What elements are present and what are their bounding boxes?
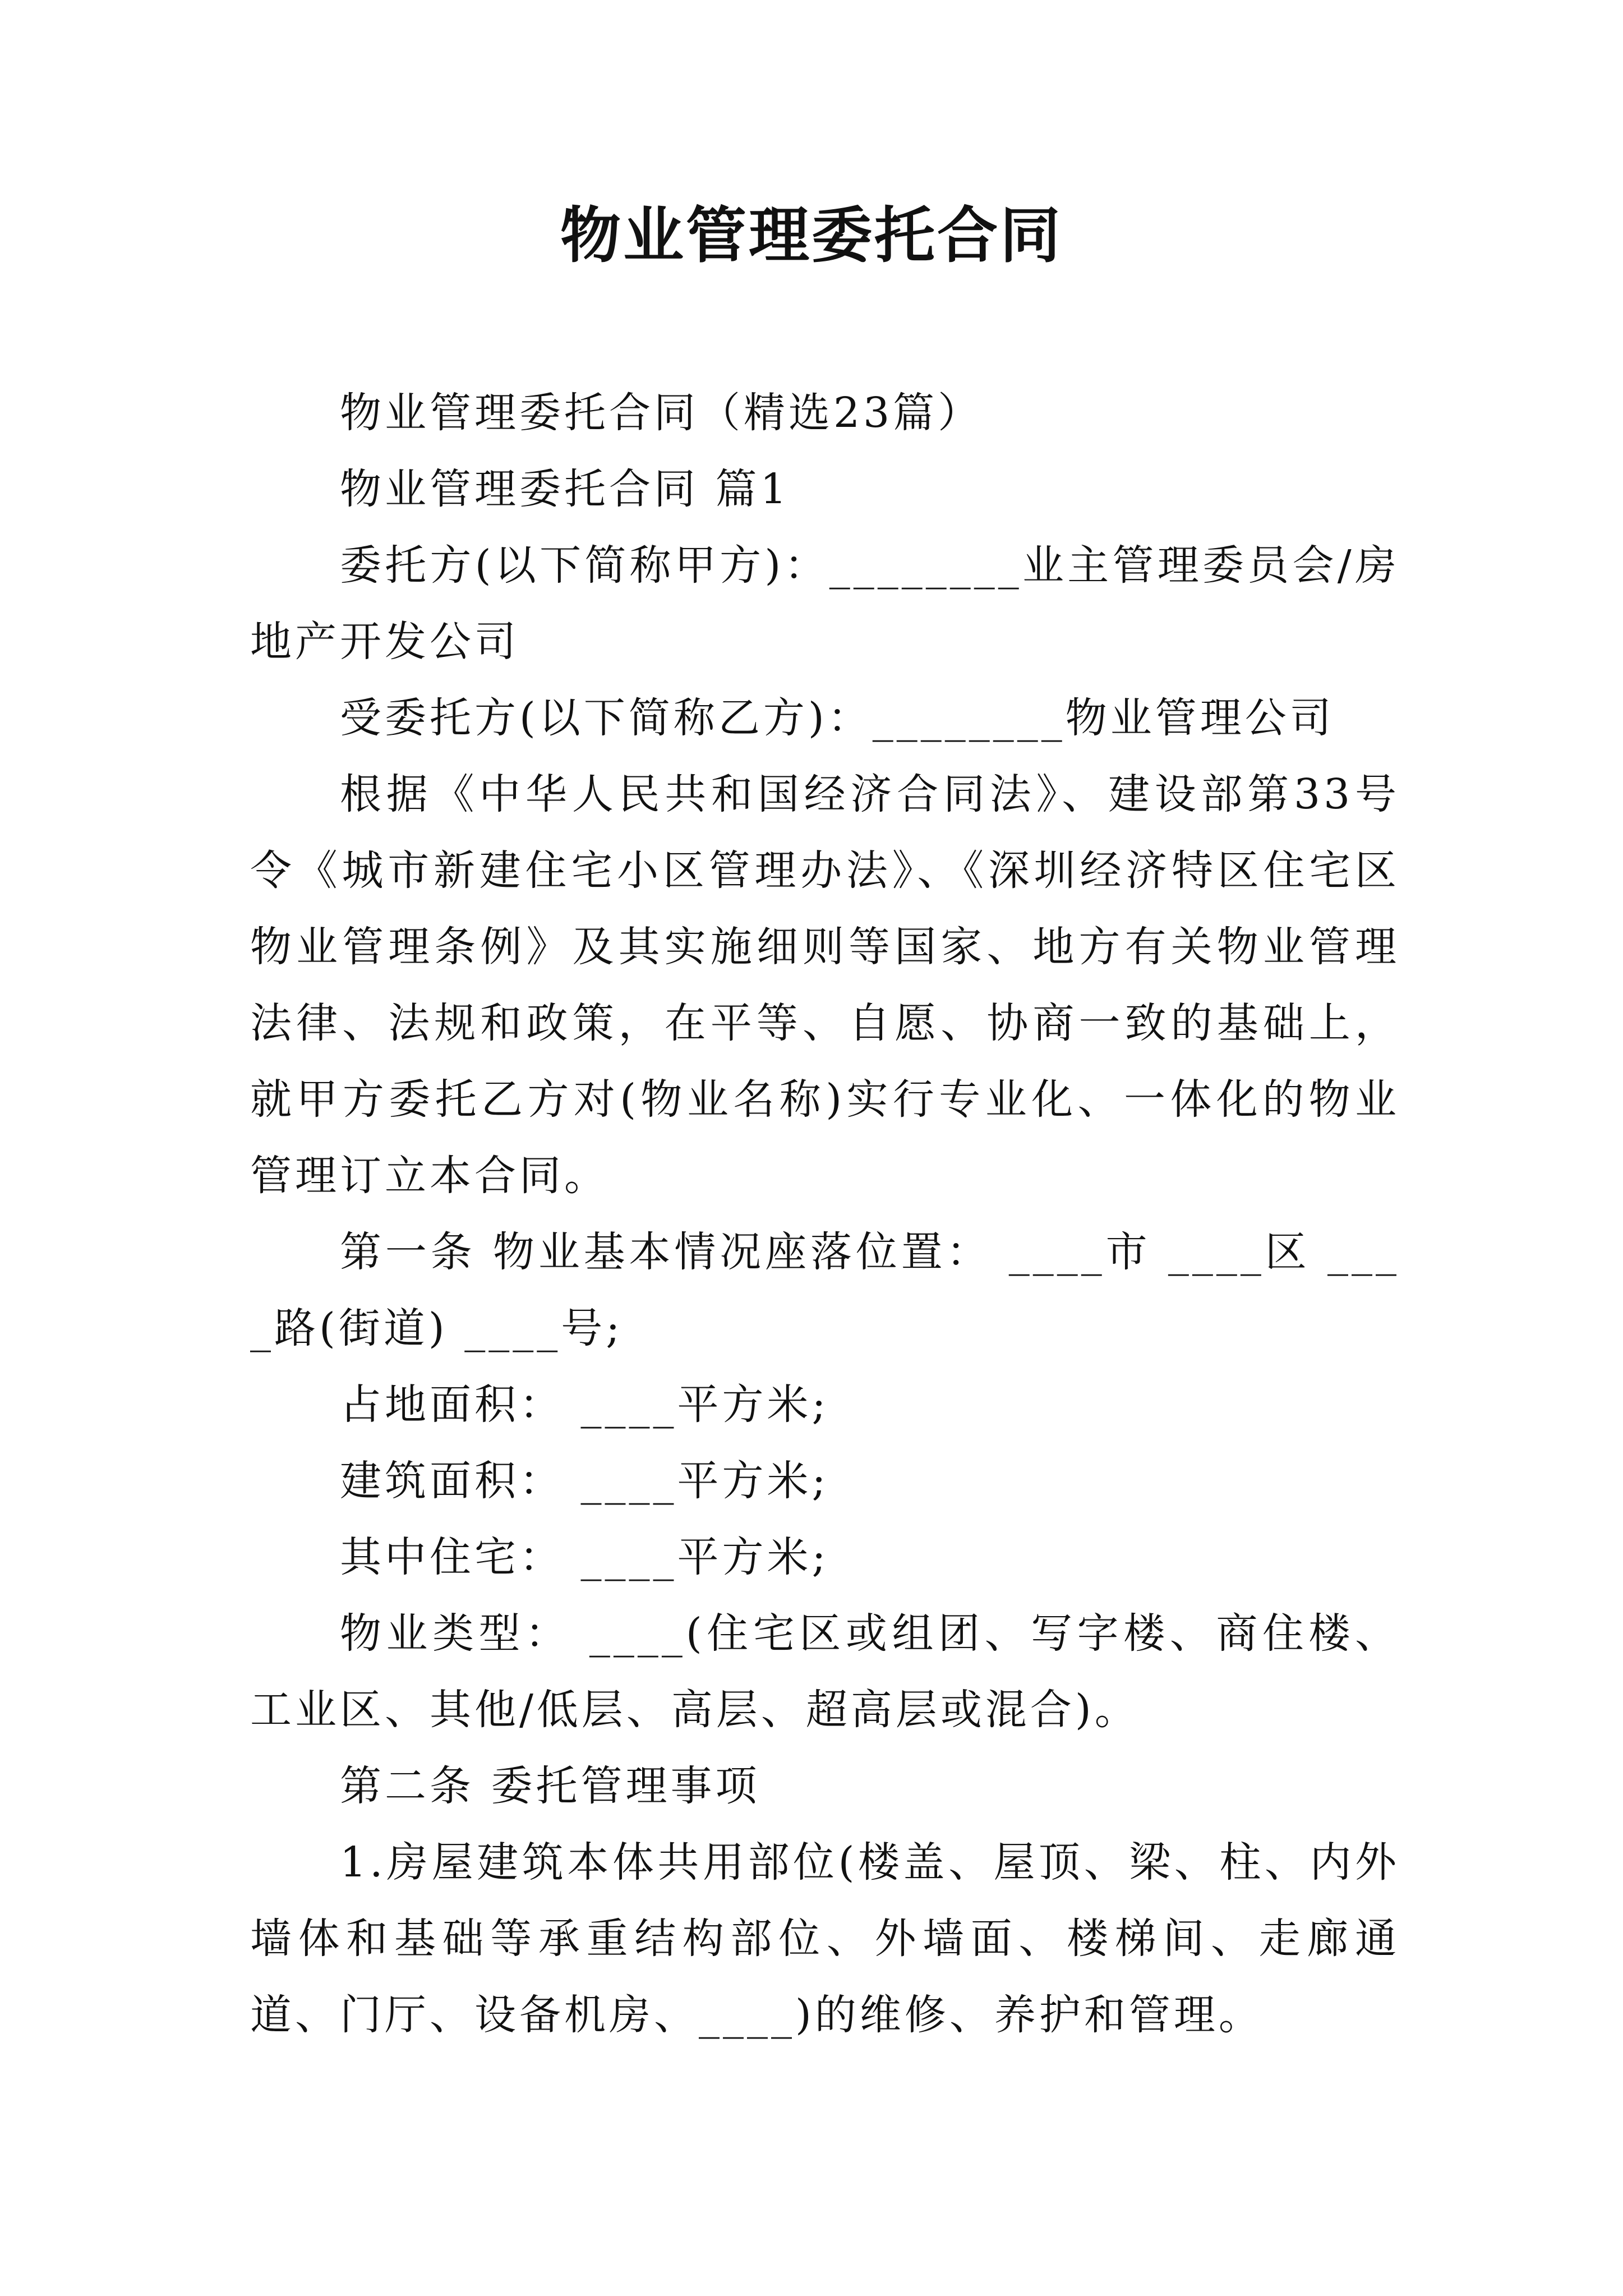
paragraph-subtitle: 物业管理委托合同（精选23篇） [340,389,983,437]
paragraph-party-a: 委托方(以下简称甲方)：________业主管理委员会/房地产开发公司 [250,541,1400,666]
paragraph-residential-area: 其中住宅： ____平方米; [340,1533,829,1581]
paragraph-section-heading: 物业管理委托合同 篇1 [340,465,790,513]
paragraph-item-1: 1.房屋建筑本体共用部位(楼盖、屋顶、梁、柱、内外墙体和基础等承重结构部位、外墙面、楼梯间、走廊通道、门厅、设备机房、____)的维修、养护和管理。 [250,1838,1400,2039]
paragraph-article-2-heading: 第二条 委托管理事项 [340,1762,760,1810]
document-body [250,375,1400,2053]
paragraph-preamble: 根据《中华人民共和国经济合同法》、建设部第33号令《城市新建住宅小区管理办法》、《深圳经济特区住宅区物业管理条例》及其实施细则等国家、地方有关物业管理法律、法规和政策，在平等、自愿、协商一致的基础上，就甲方委托乙方对(物业名称)实行专业化、一体化的物业管理订立本合同。 [250,770,1400,1200]
paragraph-party-b: 受委托方(以下简称乙方)：________物业管理公司 [340,694,1335,742]
paragraph-property-type: 物业类型： ____(住宅区或组团、写字楼、商住楼、工业区、其他/低层、高层、超高层或混合)。 [250,1609,1400,1734]
paragraph-article-1-location: 第一条 物业基本情况座落位置： ____市 ____区 ____路(街道) ____号; [250,1228,1400,1352]
paragraph-land-area: 占地面积： ____平方米; [340,1381,829,1429]
document-title: 物业管理委托合同 [560,200,1063,271]
paragraph-building-area: 建筑面积： ____平方米; [340,1457,829,1505]
